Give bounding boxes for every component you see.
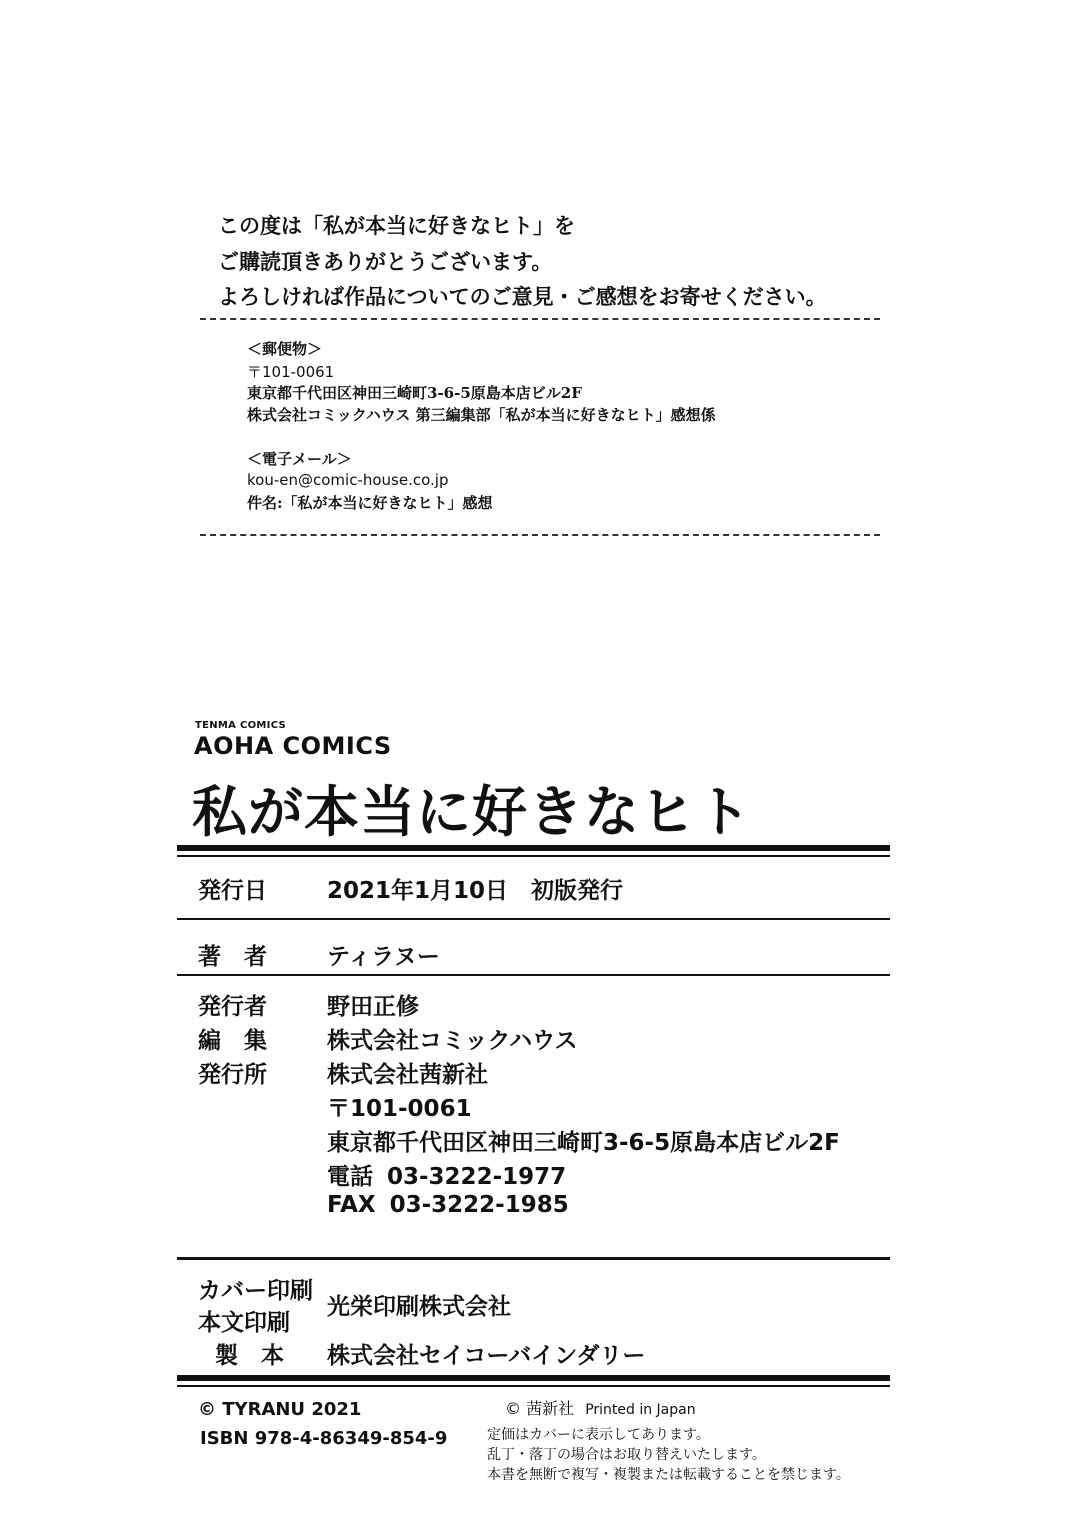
publisher-person-label: 発行者 [198, 994, 267, 1020]
dashed-divider-top [200, 318, 880, 320]
postal-heading: ＜郵便物＞ [247, 340, 323, 358]
email-subject: 件名:「私が本当に好きなヒト」感想 [247, 494, 493, 512]
dashed-divider-bottom [200, 534, 880, 536]
binding-value: 株式会社セイコーバインダリー [327, 1343, 646, 1369]
rule-thin-top [177, 855, 890, 857]
rule-thick-bottom [177, 1375, 890, 1381]
rule-after-issue [177, 918, 890, 920]
binding-label: 製 本 [215, 1343, 284, 1369]
email-address[interactable]: kou-en@comic-house.co.jp [247, 471, 449, 489]
office-value: 株式会社茜新社 [327, 1062, 488, 1088]
series-label: AOHA COMICS [194, 732, 392, 760]
body-print-label: 本文印刷 [198, 1310, 290, 1336]
note-replacement: 乱丁・落丁の場合はお取り替えいたします。 [487, 1447, 766, 1463]
fax-value: 03-3222-1985 [389, 1192, 569, 1218]
printed-in: Printed in Japan [585, 1402, 696, 1418]
postal-address: 東京都千代田区神田三崎町3-6-5原島本店ビル2F [247, 384, 582, 402]
tel-label: 電話 [327, 1164, 373, 1190]
publisher-person-value: 野田正修 [327, 994, 419, 1020]
isbn: ISBN 978-4-86349-854-9 [200, 1428, 448, 1449]
editor-value: 株式会社コミックハウス [327, 1028, 578, 1054]
series-label-small: TENMA COMICS [195, 720, 287, 731]
author-value: ティラヌー [327, 944, 440, 970]
editor-label: 編 集 [198, 1028, 267, 1054]
office-label: 発行所 [198, 1062, 267, 1088]
office-fax [327, 1192, 569, 1218]
book-title: 私が本当に好きなヒト [192, 779, 753, 844]
intro-line-1: この度は「私が本当に好きなヒト」を [218, 213, 575, 238]
postal-zip: 〒101-0061 [247, 363, 335, 381]
cover-print-label: カバー印刷 [198, 1278, 313, 1304]
issue-date-value: 2021年1月10日 初版発行 [327, 878, 624, 904]
postal-recipient: 株式会社コミックハウス 第三編集部「私が本当に好きなヒト」感想係 [247, 406, 716, 424]
intro-line-2: ご購読頂きありがとうございます。 [218, 249, 553, 274]
intro-line-3: よろしければ作品についてのご意見・ご感想をお寄せください。 [218, 284, 827, 309]
rule-thick-top [177, 845, 890, 851]
rule-thin-bottom [177, 1385, 890, 1387]
note-copying: 本書を無断で複写・複製または転載することを禁じます。 [487, 1467, 850, 1483]
author-label: 著 者 [198, 944, 267, 970]
issue-date-label: 発行日 [198, 878, 267, 904]
publisher-copyright: © 茜新社 [505, 1399, 575, 1418]
note-price: 定価はカバーに表示してあります。 [487, 1427, 710, 1443]
rule-after-author [177, 974, 890, 976]
office-address: 東京都千代田区神田三崎町3-6-5原島本店ビル2F [327, 1130, 840, 1156]
rule-before-print [177, 1257, 890, 1260]
publisher-copyright-line [505, 1396, 696, 1419]
office-zip: 〒101-0061 [327, 1096, 472, 1122]
printer-value: 光栄印刷株式会社 [327, 1294, 511, 1320]
office-tel [327, 1158, 566, 1191]
fax-label: FAX [327, 1192, 376, 1218]
tel-value: 03-3222-1977 [387, 1164, 567, 1190]
email-heading: ＜電子メール＞ [247, 450, 352, 468]
copyright-author: © TYRANU 2021 [198, 1399, 362, 1420]
